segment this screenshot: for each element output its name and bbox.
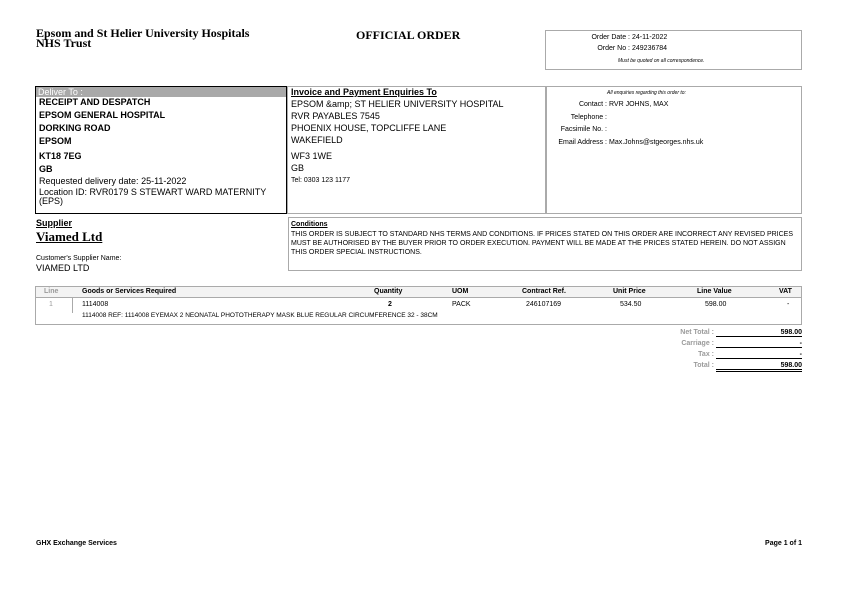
row-unit-price: 534.50 [620, 301, 642, 308]
invoice-box [287, 86, 546, 214]
facsimile-label: Facsimile No. : [560, 126, 607, 133]
document-title: OFFICIAL ORDER [356, 28, 461, 42]
carriage-label: Carriage : [681, 340, 714, 347]
deliver-to-postcode: KT18 7EG [39, 151, 82, 161]
total-label: Total : [693, 362, 714, 369]
conditions-box [288, 217, 802, 271]
deliver-to-heading: Deliver To : [36, 87, 286, 97]
row-item-code: 1114008 [82, 301, 109, 308]
order-info-box [545, 30, 802, 70]
col-uom-header: UOM [452, 288, 469, 295]
conditions-text: THIS ORDER IS SUBJECT TO STANDARD NHS TERMS AND CONDITIONS. IF PRICES STATED ON THIS ORDER ARE INCORRECT ANY REVISED PRICES MUST BE AUTHORISED BY THE BUYER PRIOR TO ORDER EXECUTION. PAYMENT WILL BE MADE AT THE PRICES STATED HEREIN. DO NOT ASSIGN THIS ORDER SPECIAL INSTRUCTIONS. [291, 231, 794, 256]
supplier-heading: Supplier [36, 218, 73, 228]
row-description: 1114008 REF: 1114008 EYEMAX 2 NEONATAL PHOTOTHERAPY MASK BLUE REGULAR CIRCUMFERENCE 32 - 38CM [82, 312, 438, 319]
row-line-value: 598.00 [705, 301, 727, 308]
contact-label: Contact : [578, 101, 607, 108]
order-lines-header [35, 286, 802, 298]
row-uom: PACK [452, 301, 471, 308]
email-label: Email Address : [558, 139, 607, 146]
net-total-label: Net Total : [680, 329, 714, 336]
enquiries-heading: All enquiries regarding this order to: [607, 90, 686, 96]
customer-supplier-value: VIAMED LTD [36, 263, 90, 273]
contact-value: RVR JOHNS, MAX [609, 101, 669, 108]
email-value[interactable]: Max.Johns@stgeorges.nhs.uk [609, 139, 704, 146]
invoice-line-2: RVR PAYABLES 7545 [291, 111, 380, 121]
col-line-header: Line [44, 288, 59, 295]
col-unit-price-header: Unit Price [613, 288, 646, 295]
total-value: 598.00 [716, 362, 802, 372]
row-quantity: 2 [388, 301, 392, 308]
total-row [650, 362, 802, 372]
deliver-to-line-3: DORKING ROAD [39, 123, 111, 133]
footer-service-name: GHX Exchange Services [36, 540, 117, 547]
order-number-value: 249236784 [632, 45, 668, 52]
order-date-value: 24-11-2022 [632, 34, 668, 41]
row-line-number: 1 [49, 301, 53, 308]
conditions-heading: Conditions [291, 221, 328, 228]
order-number-label: Order No : [597, 45, 630, 52]
invoice-line-3: PHOENIX HOUSE, TOPCLIFFE LANE [291, 123, 447, 133]
customer-supplier-label: Customer's Supplier Name: [36, 255, 122, 262]
organisation-name-line1: Epsom and St Helier University Hospitals [36, 26, 250, 40]
col-line-value-header: Line Value [697, 288, 732, 295]
supplier-name: Viamed Ltd [36, 229, 103, 244]
enquiries-box [546, 86, 802, 214]
requested-delivery-date: Requested delivery date: 25-11-2022 [39, 176, 187, 186]
tax-row [650, 351, 802, 361]
telephone-label: Telephone : [570, 114, 607, 121]
tax-label: Tax : [698, 351, 714, 358]
quote-order-note: Must be quoted on all correspondence. [618, 58, 705, 64]
invoice-line-4: WAKEFIELD [291, 135, 343, 145]
page-number: Page 1 of 1 [765, 540, 802, 547]
invoice-line-1: EPSOM &amp; ST HELIER UNIVERSITY HOSPITAL [291, 99, 504, 109]
deliver-to-country: GB [39, 164, 53, 174]
organisation-name-line2: NHS Trust [36, 36, 92, 50]
net-total-row [650, 329, 802, 339]
invoice-telephone: Tel: 0303 123 1177 [291, 177, 351, 184]
order-date-label: Order Date : [591, 34, 630, 41]
col-goods-header: Goods or Services Required [82, 288, 177, 295]
col-quantity-header: Quantity [374, 288, 403, 295]
deliver-to-line-2: EPSOM GENERAL HOSPITAL [39, 110, 166, 120]
location-id: Location ID: RVR0179 S STEWART WARD MATERNITY (EPS) [39, 187, 267, 206]
carriage-row [650, 340, 802, 350]
deliver-to-box [35, 86, 287, 214]
invoice-heading: Invoice and Payment Enquiries To [291, 87, 437, 97]
invoice-country: GB [291, 163, 305, 173]
row-vat: - [787, 301, 790, 308]
tax-value: - [716, 351, 802, 359]
col-contract-ref-header: Contract Ref. [522, 288, 566, 295]
row-contract-ref: 246107169 [526, 301, 562, 308]
carriage-value: - [716, 340, 802, 348]
net-total-value: 598.00 [716, 329, 802, 337]
invoice-postcode: WF3 1WE [291, 151, 333, 161]
deliver-to-line-4: EPSOM [39, 136, 72, 146]
col-vat-header: VAT [779, 288, 792, 295]
deliver-to-line-1: RECEIPT AND DESPATCH [39, 97, 151, 107]
table-row [35, 298, 802, 325]
line-column-divider [72, 298, 73, 313]
